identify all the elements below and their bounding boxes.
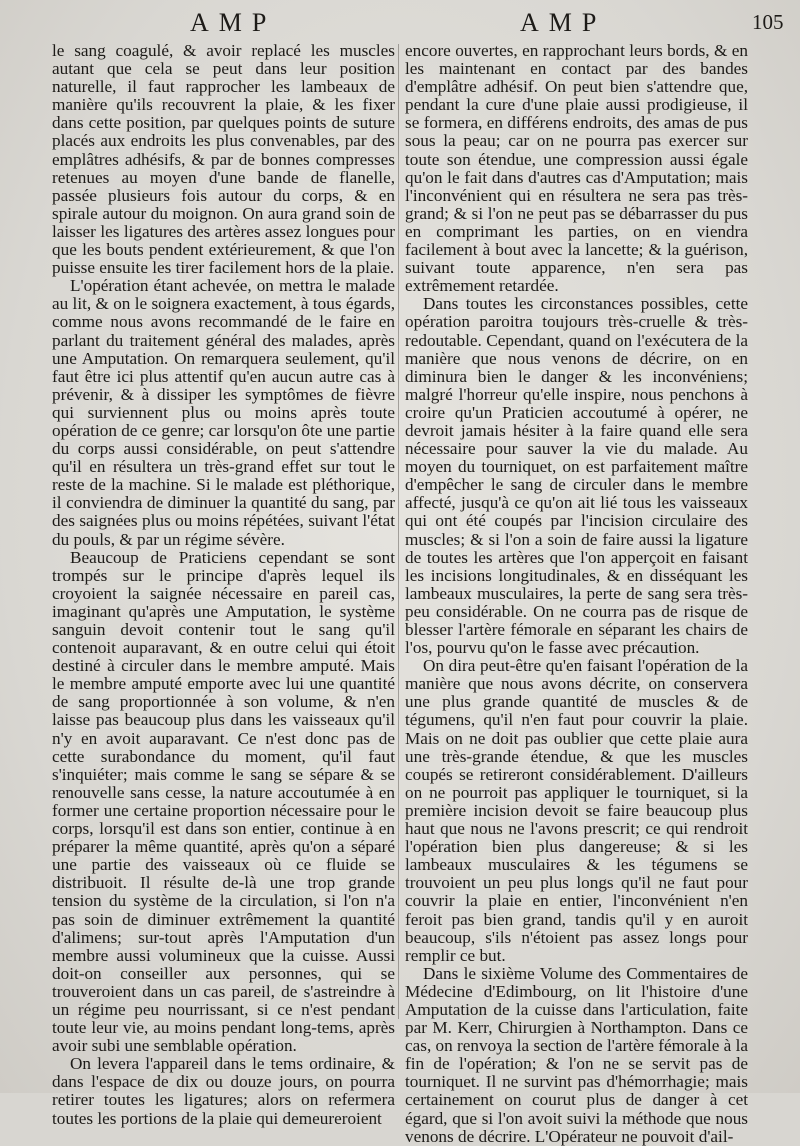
- right-column: [405, 42, 748, 1146]
- paragraph: Dans le sixième Volume des Commentaires de Médecine d'Edimbourg, on lit l'histoire d'une Amputation de la cuisse dans l'articulation, faite par M. Kerr, Chirurgien à Northampton. Dans ce cas, on renvoya la section de l'artère fémorale à la fin de l'opération; & l'on ne se servit pas de tourniquet. Il ne survint pas d'hémorrhagie; mais certainement on courut plus de danger à cet égard, que si l'on avoit suivi la méthode que nous venons de décrire. L'Opérateur ne pouvoit d'ail-: [405, 963, 748, 1146]
- running-head-right: AMP: [520, 8, 607, 37]
- paragraph: encore ouvertes, en rapprochant leurs bords, & en les maintenant en contact par des bandes d'emplâtre adhésif. On peut bien s'attendre que, pendant la cure d'une plaie aussi prodigieuse, il se formera, en différens endroits, des amas de pus sous la peau; car on ne pourra pas exercer sur toute son étendue, une compression aussi égale qu'on le fait dans d'autres cas d'Amputation; mais l'inconvénient qui en résultera ne sera pas très-grand; & si l'on ne peut pas se débarrasser du pus en comprimant les parties, on en viendra facilement à bout avec la lancette; & la guérison, suivant toute apparence, n'en sera pas extrêmement retardée.: [405, 41, 748, 296]
- running-head-left: AMP: [190, 8, 277, 37]
- paragraph: Dans toutes les circonstances possibles, cette opération paroitra toujours très-cruelle & très-redoutable. Cependant, quand on l'exécutera de la manière que nous venons de décrire, on en diminura bien le danger & les inconvéniens; malgré l'horreur qu'elle inspire, nous penchons à croire qu'un Praticien accoutumé à opérer, ne devroit jamais hésiter à la faire quand elle sera nécessaire pour sauver la vie du malade. Au moyen du tourniquet, on est parfaitement maître d'empêcher le sang de circuler dans le membre affecté, jusqu'à ce qu'on ait lié tous les vaisseaux qui ont été coupés par l'incision circulaire des muscles; & si l'on a soin de faire aussi la ligature de toutes les artères que l'on apperçoit en faisant les incisions longitudinales, & en disséquant les lambeaux musculaires, la perte de sang sera très-peu considérable. On ne courra pas de risque de blesser l'artère fémorale en séparant les chairs de l'os, pourvu qu'on le fasse avec précaution.: [405, 294, 748, 658]
- column-divider: [398, 44, 399, 1019]
- paragraph: L'opération étant achevée, on mettra le malade au lit, & on le soignera exactement, à tous égards, comme nous avons recommandé de le faire en parlant du traitement général des malades, après une Amputation. On remarquera seulement, qu'il faut être ici plus attentif qu'en aucun autre cas à prévenir, & à dissiper les symptômes de fièvre qui surviennent plus ou moins après toute opération de ce genre; car lorsqu'on ôte une partie du corps aussi considérable, on peut s'attendre qu'il en résultera un très-grand effet sur tout le reste de la machine. Si le malade est pléthorique, il conviendra de diminuer la quantité du sang, par des saignées plus ou moins répétées, suivant l'état du pouls, & par un régime sévère.: [52, 276, 395, 549]
- paragraph: le sang coagulé, & avoir replacé les muscles autant que cela se peut dans leur position naturelle, il faut rapprocher les lambeaux de manière qu'ils recouvrent la plaie, & les fixer dans cette position, par quelques points de suture placés aux endroits les plus convenables, par des emplâtres adhésifs, & par de bonnes compresses retenues au moyen d'une bande de flanelle, passée plusieurs fois autour du corps, & en spirale autour du moignon. On aura grand soin de laisser les ligatures des artères assez longues pour que les bouts pendent extérieurement, & que l'on puisse ensuite les tirer facilement hors de la plaie.: [52, 41, 395, 278]
- running-head: [0, 6, 800, 42]
- paragraph: On levera l'appareil dans le tems ordinaire, & dans l'espace de dix ou douze jours, on pourra retirer toutes les ligatures; alors on refermera toutes les portions de la plaie qui demeureroient: [52, 1054, 395, 1128]
- page-number: 105: [752, 10, 784, 34]
- paragraph: On dira peut-être qu'en faisant l'opération de la manière que nous avons décrite, on conservera une plus grande quantité de muscles & de tégumens, qu'il n'en faut pour couvrir la plaie. Mais on ne doit pas oublier que cette plaie aura une très-grande étendue, & que les muscles coupés se retireront considérablement. D'ailleurs on ne pourroit pas appliquer le tourniquet, si la première incision devoit se faire beaucoup plus haut que nous ne l'avons prescrit; ce qui rendroit l'opération bien plus dangereuse; & si les lambeaux musculaires & les tégumens se trouvoient un peu plus longs qu'il ne faut pour couvrir la plaie en entier, l'inconvénient n'en feroit pas bien grand, tandis qu'il y en auroit beaucoup, s'ils n'étoient pas assez longs pour remplir ce but.: [405, 656, 748, 965]
- paragraph: Beaucoup de Praticiens cependant se sont trompés sur le principe d'après lequel ils croyoient la saignée nécessaire en pareil cas, imaginant qu'après une Amputation, le système sanguin devoit contenir tout le sang qu'il contenoit auparavant, & en outre celui qui étoit destiné à circuler dans le membre amputé. Mais le membre amputé emporte avec lui une quantité de sang proportionnée à son volume, & n'en laisse pas beaucoup plus dans les vaisseaux qu'il n'y en avoit auparavant. Ce n'est donc pas de cette surabondance du moment, qu'il faut s'inquiéter; mais comme le sang se sépare & se renouvelle sans cesse, la nature accoutumée à en former une certaine proportion nécessaire pour le corps, lorsqu'il est dans son entier, continue à en préparer la même quantité, après qu'on a séparé une partie des vaisseaux où ce fluide se distribuoit. Il résulte de-là une trop grande tension du système de la circulation, si l'on n'a pas soin de diminuer extrêmement la quantité d'alimens; sur-tout après l'Amputation d'un membre aussi volumineux que la cuisse. Aussi doit-on conseiller aux personnes, qui se trouveroient dans un cas pareil, de s'astreindre à un régime peu nourrissant, si ce n'est pendant toute leur vie, au moins pendant long-tems, après avoir subi une semblable opération.: [52, 547, 395, 1056]
- left-column: [52, 42, 395, 1128]
